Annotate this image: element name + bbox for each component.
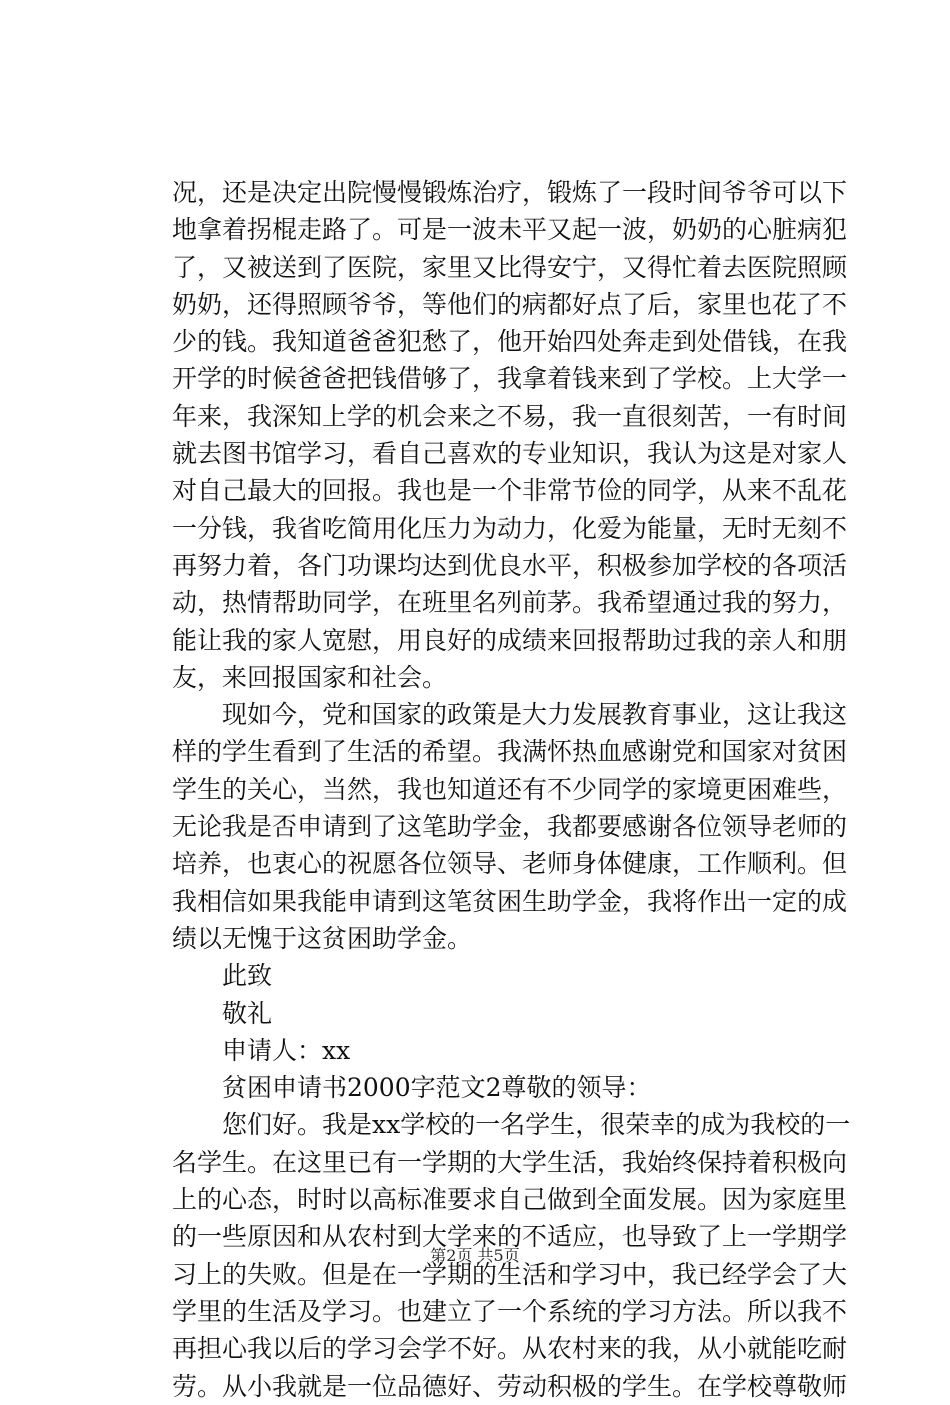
text-line: 劳。从小我就是一位品德好、劳动积极的学生。在学校尊敬师 — [172, 1371, 848, 1401]
text-line: 名学生。在这里已有一学期的大学生活，我始终保持着积极向 — [172, 1147, 848, 1177]
text-line: 再努力着，各门功课均达到优良水平，积极参加学校的各项活 — [172, 550, 848, 580]
text-line: 一分钱，我省吃简用化压力为动力，化爱为能量，无时无刻不 — [172, 513, 848, 543]
signature-line: 申请人：xx — [222, 1035, 351, 1065]
paragraph-2 — [172, 696, 848, 957]
text-line: 况，还是决定出院慢慢锻炼治疗，锻炼了一段时间爷爷可以下 — [172, 178, 848, 207]
text-line: 我相信如果我能申请到这笔贫困生助学金，我将作出一定的成 — [172, 886, 848, 916]
text-line: 再担心我以后的学习会学不好。从农村来的我，从小就能吃耐 — [172, 1334, 848, 1364]
paragraph-1 — [172, 174, 848, 696]
text-line: 培养，也衷心的祝愿各位领导、老师身体健康，工作顺利。但 — [172, 849, 848, 879]
text-line: 年来，我深知上学的机会来之不易，我一直很刻苦，一有时间 — [172, 401, 848, 431]
text-line: 上的心态，时时以高标准要求自己做到全面发展。因为家庭里 — [172, 1185, 848, 1215]
text-line: 动，热情帮助同学，在班里名列前茅。我希望通过我的努力， — [172, 588, 848, 618]
text-line: 绩以无愧于这贫困助学金。 — [172, 923, 473, 953]
text-line: 就去图书馆学习，看自己喜欢的专业知识，我认为这是对家人 — [172, 439, 848, 469]
text-line: 现如今，党和国家的政策是大力发展教育事业，这让我这 — [222, 700, 848, 730]
text-line: 少的钱。我知道爸爸犯愁了，他开始四处奔走到处借钱，在我 — [172, 327, 848, 357]
text-line: 习上的失败。但是在一学期的生活和学习中，我已经学会了大 — [172, 1259, 848, 1289]
closing-salute: 敬礼 — [222, 998, 273, 1028]
text-line: 您们好。我是xx学校的一名学生，很荣幸的成为我校的一 — [222, 1110, 851, 1140]
text-line: 的一些原因和从农村到大学来的不适应，也导致了上一学期学 — [172, 1222, 848, 1252]
closing-greeting: 此致 — [222, 961, 273, 991]
text-line: 样的学生看到了生活的希望。我满怀热血感谢党和国家对贫困 — [172, 737, 848, 767]
text-line: 对自己最大的回报。我也是一个非常节俭的同学，从来不乱花 — [172, 476, 848, 506]
page-number-footer: 第2页 共5页 — [430, 1246, 520, 1265]
text-line: 开学的时候爸爸把钱借够了，我拿着钱来到了学校。上大学一 — [172, 364, 848, 394]
text-line: 地拿着拐棍走路了。可是一波未平又起一波，奶奶的心脏病犯 — [172, 215, 848, 245]
text-line: 友，来回报国家和社会。 — [172, 662, 448, 692]
second-letter-heading: 贫困申请书2000字范文2尊敬的领导： — [222, 1073, 652, 1103]
document-body — [172, 174, 851, 1405]
text-line: 学里的生活及学习。也建立了一个系统的学习方法。所以我不 — [172, 1296, 848, 1326]
text-line: 了，又被送到了医院，家里又比得安宁，又得忙着去医院照顾 — [172, 252, 848, 282]
text-line: 奶奶，还得照顾爷爷，等他们的病都好点了后，家里也花了不 — [172, 289, 848, 319]
text-line: 能让我的家人宽慰，用良好的成绩来回报帮助过我的亲人和朋 — [172, 625, 848, 655]
text-line: 学生的关心，当然，我也知道还有不少同学的家境更困难些， — [172, 774, 848, 804]
text-line: 无论我是否申请到了这笔助学金，我都要感谢各位领导老师的 — [172, 812, 848, 842]
